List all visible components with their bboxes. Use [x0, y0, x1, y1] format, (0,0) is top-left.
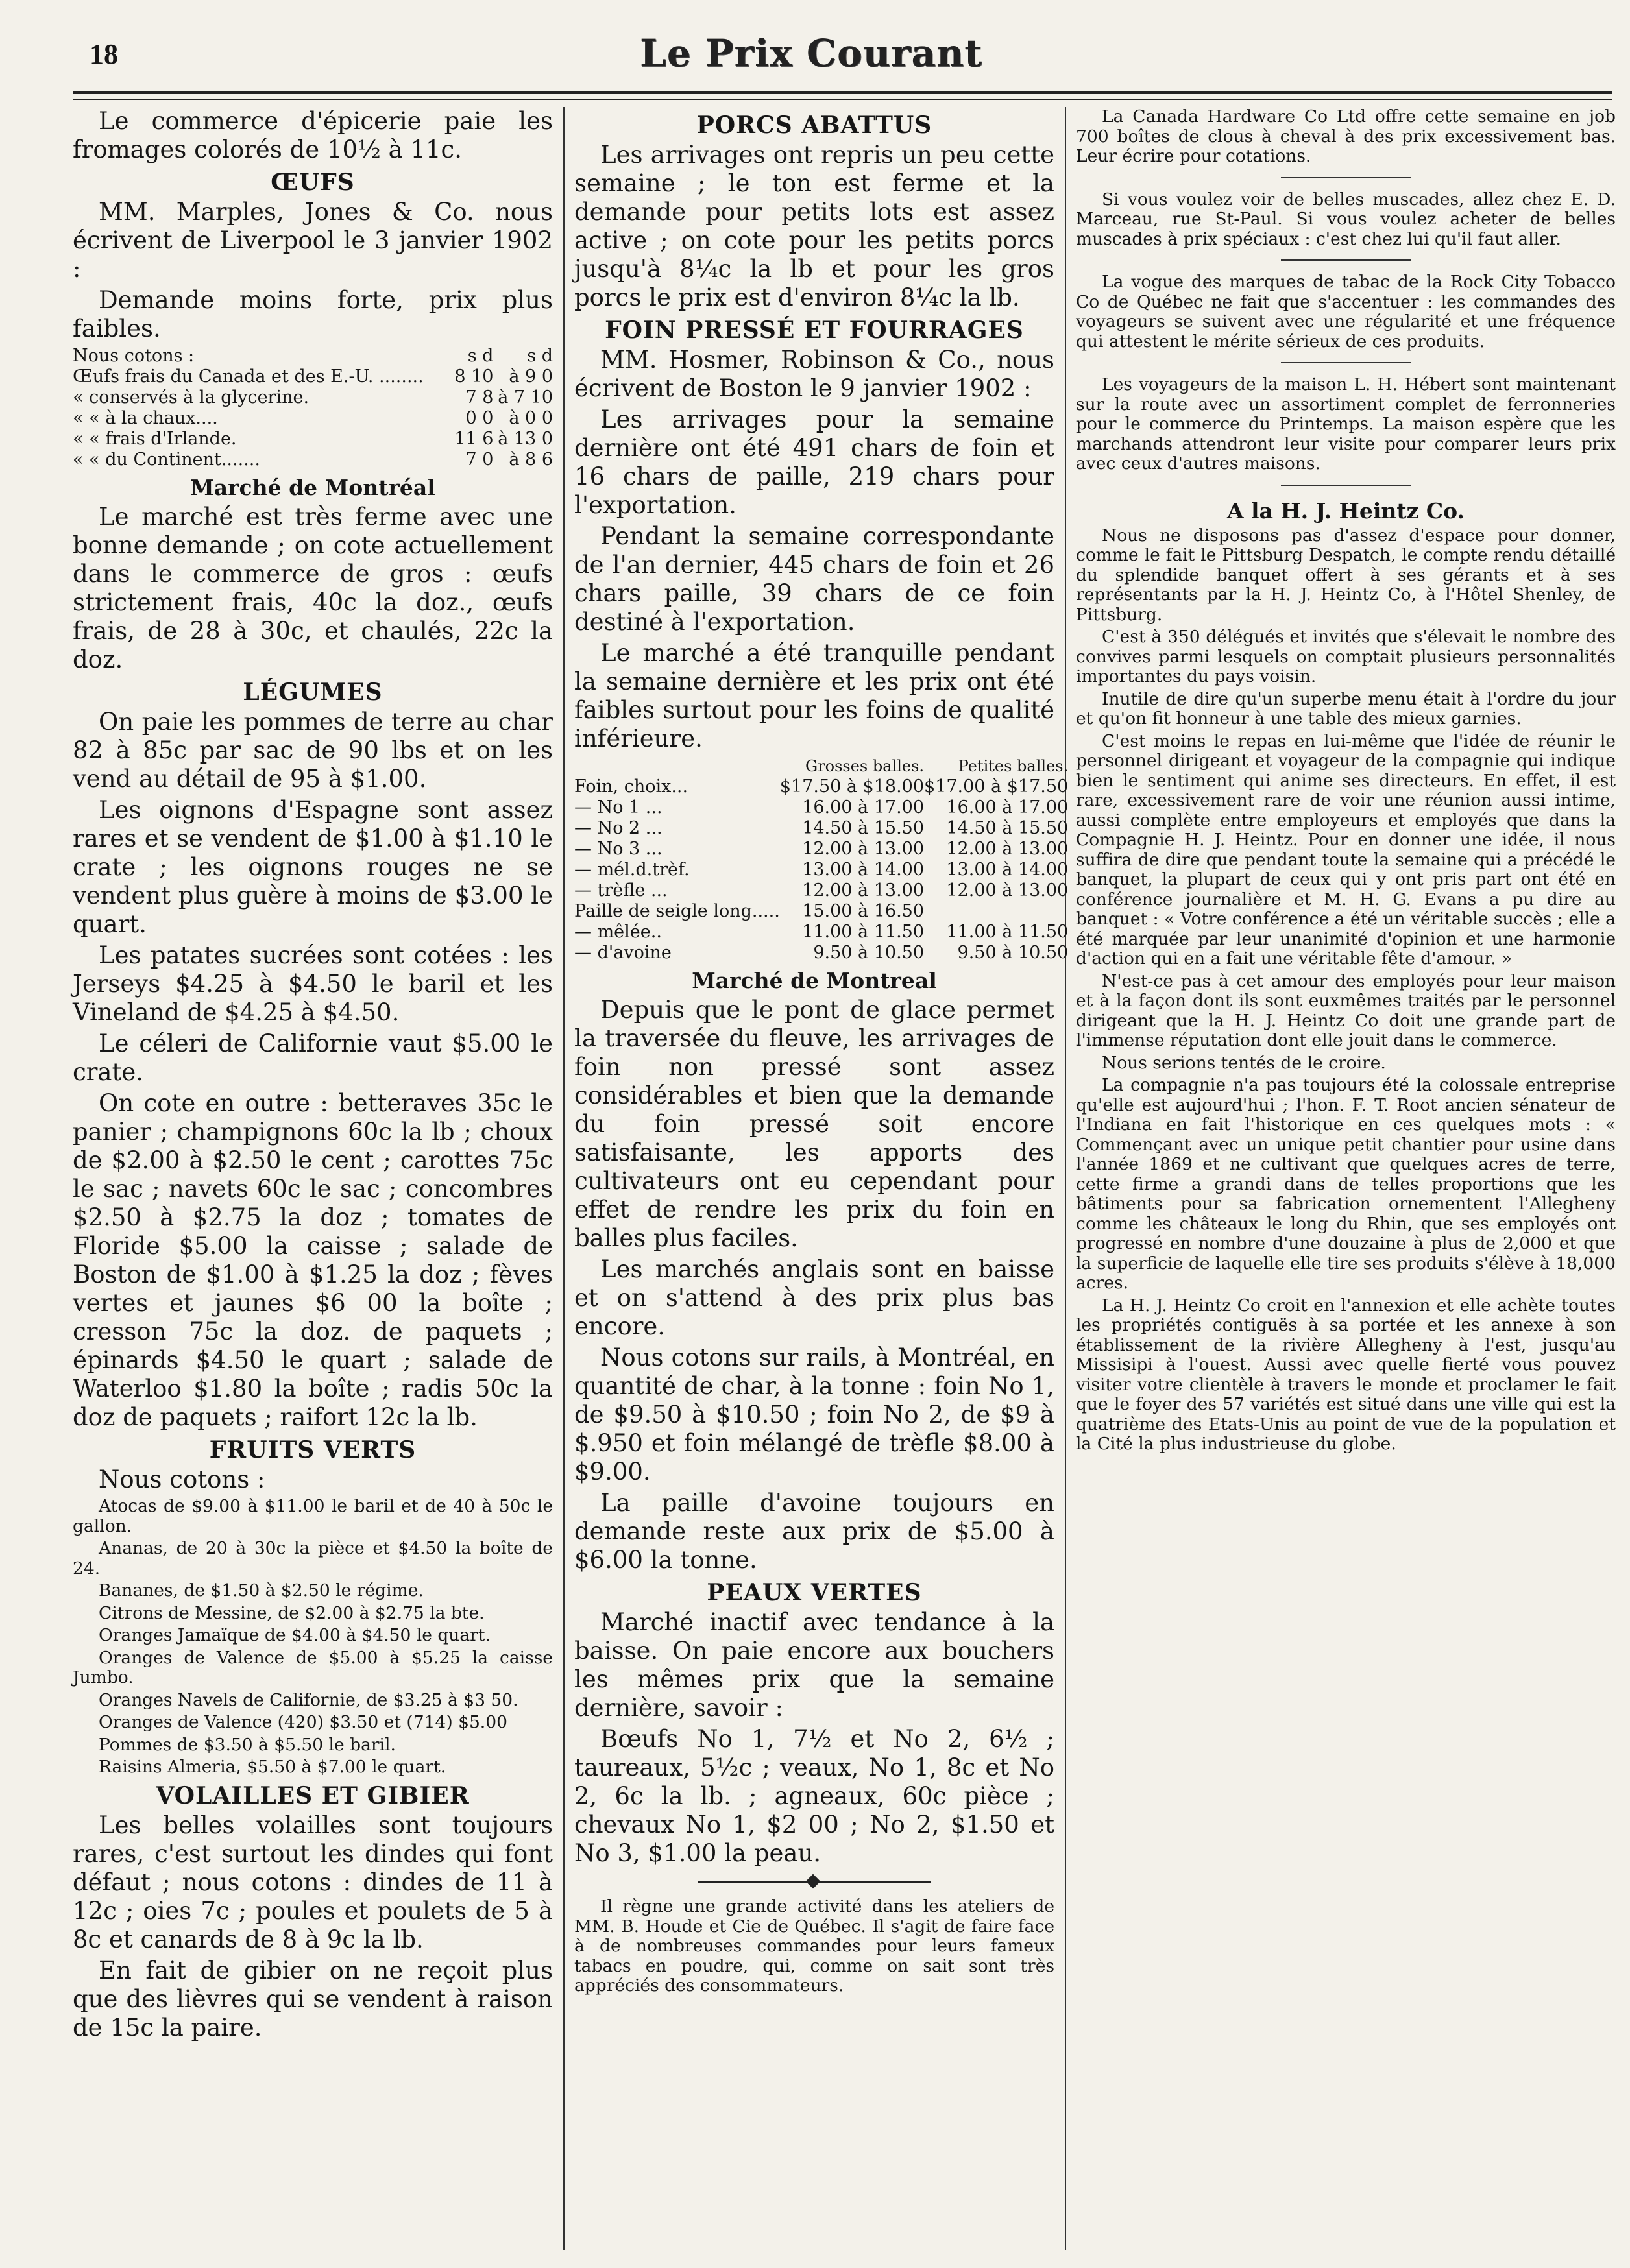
masthead-logo: Le Prix Courant — [640, 31, 982, 75]
table-cell: à 9 0 — [509, 367, 553, 387]
paragraph: Le commerce d'épicerie paie les fromages colorés de 10½ à 11c. — [73, 107, 553, 163]
fruit-price-item: Oranges Navels de Californie, de $3.25 à $3 50. — [99, 1689, 518, 1710]
page-number: 18 — [90, 38, 118, 70]
table-header-row — [73, 346, 553, 367]
table-row — [574, 860, 1068, 880]
fruit-price-item: Oranges de Valence (420) $3.50 et (714) $5.00 — [99, 1712, 507, 1732]
table-cell: à 13 0 — [498, 429, 553, 449]
table-cell: 13.00 à 14.00 — [802, 860, 925, 880]
fruit-price-item: Atocas de $9.00 à $11.00 le baril et de 40 à 50c le gallon. — [73, 1496, 553, 1536]
table-cell: 11.00 à 11.50 — [946, 922, 1069, 942]
paragraph: Le céleri de Californie vaut $5.00 le crate. — [73, 1030, 553, 1086]
table-cell: 7 8 — [465, 387, 494, 407]
section-heading-marche-montreal: Marché de Montreal — [692, 968, 937, 993]
table-row — [73, 367, 553, 387]
hay-price-table — [574, 756, 1068, 963]
fruit-price-item: Ananas, de 20 à 30c la pièce et $4.50 la boîte de 24. — [73, 1538, 553, 1578]
table-row — [73, 450, 553, 470]
fruit-price-item: Citrons de Messine, de $2.00 à $2.75 la bte. — [99, 1602, 485, 1623]
table-cell: Nous cotons : — [73, 346, 195, 366]
paragraph: Le marché a été tranquille pendant la semaine dernière et les prix ont été faibles surtout pour les foins de qualité inférieure. — [574, 639, 1054, 753]
header-rule-thin — [73, 99, 1612, 100]
column-1 — [73, 107, 553, 2250]
column-rule — [563, 107, 565, 2250]
table-cell: $17.00 à $17.50 — [924, 777, 1069, 797]
paragraph: Les patates sucrées sont cotées : les Jerseys $4.25 à $4.50 le baril et les Vineland de $4.25 à $4.50. — [73, 941, 553, 1026]
paragraph: Les oignons d'Espagne sont assez rares et se vendent de $1.00 à $1.10 le crate ; les oignons rouges ne se vendent plus guère à moins de $3.00 le quart. — [73, 796, 553, 938]
fruit-price-item: Pommes de $3.50 à $5.50 le baril. — [99, 1734, 396, 1755]
table-row — [574, 797, 1068, 818]
table-cell: — d'avoine — [574, 943, 672, 963]
table-cell: 7 0 — [465, 450, 494, 470]
table-cell: — No 3 ... — [574, 839, 663, 859]
paragraph: Si vous voulez voir de belles muscades, allez chez E. D. Marceau, rue St-Paul. Si vous voulez acheter de belles muscades à prix spéciaux : c'est chez lui qu'il faut aller. — [1076, 189, 1616, 249]
paragraph: On cote en outre : betteraves 35c le panier ; champignons 60c la lb ; choux de $2.00 à $2.50 le cent ; carottes 75c le sac ; navets 60c le sac ; concombres $2.50 à $2.75 la doz ; tomates de Floride $5.00 la caisse ; salade de Boston de $1.00 à $1.25 la doz ; fèves vertes et jaunes $6 00 la boîte ; cresson 75c la doz. de paquets ; épinards $4.50 le quart ; salade de Waterloo $1.80 la boîte ; radis 50c la doz de paquets ; raifort 12c la lb. — [73, 1089, 553, 1431]
table-row — [73, 429, 553, 450]
paragraph: La compagnie n'a pas toujours été la colossale entreprise qu'elle est aujourd'hui ; l'hon. F. T. Root ancien sénateur de l'Indiana en fait l'historique en ces quelques mots : « Commençant avec un unique petit chantier pour usine dans l'année 1869 et ne cultivant que quelques acres de terre, cette firme a grandi dans de telles proportions que les bâtiments pour sa fabrication ornementent l'Allegheny comme les châteaux le long du Rhin, que ses employés ont progressé en nombre d'une douzaine à plus de 2,000 et que la superficie de laquelle elle tire ses produits s'élève à 18,000 acres. — [1076, 1075, 1616, 1293]
table-cell: 12.00 à 13.00 — [802, 880, 925, 900]
paragraph: Les arrivages pour la semaine dernière ont été 491 chars de foin et 16 chars de paille, 219 chars pour l'exportation. — [574, 405, 1054, 519]
table-cell: — No 2 ... — [574, 818, 663, 838]
divider — [1281, 485, 1411, 486]
paragraph: La Canada Hardware Co Ltd offre cette semaine en job 700 boîtes de clous à cheval à des prix excessivement bas. Leur écrire pour cotations. — [1076, 106, 1616, 166]
ornamental-separator — [698, 1881, 931, 1885]
table-cell: Petites balles. — [958, 757, 1069, 775]
section-heading-porcs: PORCS ABATTUS — [696, 112, 932, 139]
paragraph: Les belles volailles sont toujours rares, c'est surtout les dindes qui font défaut ; nous cotons : dindes de 11 à 12c ; oies 7c ; poules et poulets de 5 à 8c et canards de 8 à 9c la lb. — [73, 1811, 553, 1953]
section-heading-legumes: LÉGUMES — [243, 679, 383, 706]
paragraph: Depuis que le pont de glace permet la traversée du fleuve, les arrivages de foin non pressé sont assez considérables et bien que la demande du foin pressé soit encore satisfaisante, les apports des cultivateurs ont eu cependant pour effet de rendre les prix du foin en balles plus faciles. — [574, 996, 1054, 1252]
paragraph: Nous serions tentés de le croire. — [1102, 1052, 1386, 1073]
paragraph: Les marchés anglais sont en baisse et on s'attend à des prix plus bas encore. — [574, 1255, 1054, 1340]
paragraph: N'est-ce pas à cet amour des employés pour leur maison et à la façon dont ils sont euxmêmes traités par le personnel dirigeant que la H. J. Heintz Co doit une grande part de l'immense réputation dont elle jouit dans le commerce. — [1076, 971, 1616, 1050]
table-cell: Grosses balles. — [805, 757, 925, 775]
table-cell: 8 10 — [454, 367, 494, 387]
paragraph: Bœufs No 1, 7½ et No 2, 6½ ; taureaux, 5½c ; veaux, No 1, 8c et No 2, 6c la lb. ; agneaux, 60c pièce ; chevaux No 1, $2 00 ; No 2, $1.50 et No 3, $1.00 la peau. — [574, 1725, 1054, 1867]
table-row — [574, 943, 1068, 963]
divider — [1281, 177, 1411, 178]
paragraph: C'est moins le repas en lui-même que l'idée de réunir le personnel dirigeant et voyageur de la compagnie qui indique bien le sentiment qui anime ses directeurs. En effet, il est rare, excessivement rare de voir une réunion aussi intime, aussi complète entre employeurs et employés que dans la Compagnie H. J. Heintz. Pour en donner une idée, il nous suffira de dire que pendant toute la semaine qui a précédé le banquet, la plupart de ceux qui y ont pris part ont été en conférence journalière et M. H. G. Evans a pu dire au banquet : « Votre conférence a été un véritable succès ; elle a été marquée par leur unanimité d'opinion et une harmonie d'action qui en a fait une véritable fête d'amour. » — [1076, 730, 1616, 969]
table-cell: Paille de seigle long..... — [574, 901, 780, 921]
table-cell: 11.00 à 11.50 — [802, 922, 925, 942]
table-row — [73, 408, 553, 429]
paragraph: La vogue des marques de tabac de la Rock City Tobacco Co de Québec ne fait que s'accentuer : les commandes des voyageurs se suivent avec une régularité et une fréquence qui attestent le mérite sérieux de ces produits. — [1076, 272, 1616, 352]
table-cell: — mêlée.. — [574, 922, 662, 942]
paragraph: Il règne une grande activité dans les ateliers de MM. B. Houde et Cie de Québec. Il s'agit de faire face à de nombreuses commandes pour leurs fameux tabacs en poudre, qui, comme on sait sont très appréciés des consommateurs. — [574, 1896, 1054, 1996]
divider — [1281, 362, 1411, 363]
table-row — [574, 880, 1068, 901]
table-cell — [924, 901, 1068, 922]
table-row — [574, 922, 1068, 943]
table-cell: s d — [527, 346, 553, 366]
table-cell: « « du Continent....... — [73, 450, 260, 470]
table-cell: — trèfle ... — [574, 880, 668, 900]
paragraph: MM. Hosmer, Robinson & Co., nous écrivent de Boston le 9 janvier 1902 : — [574, 346, 1054, 402]
paragraph: Inutile de dire qu'un superbe menu était à l'ordre du jour et qu'on fit honneur à une table des mieux garnies. — [1076, 688, 1616, 729]
table-cell: à 0 0 — [509, 408, 553, 428]
fruit-price-item: Raisins Almeria, $5.50 à $7.00 le quart. — [99, 1757, 446, 1777]
paragraph: Les voyageurs de la maison L. H. Hébert sont maintenant sur la route avec un assortiment complet de ferronneries pour le commerce du Printemps. La maison espère que les marchands attendront leur visite pour comparer leurs prix avec ceux d'autres maisons. — [1076, 374, 1616, 474]
column-2 — [574, 107, 1069, 2250]
table-row — [574, 901, 1068, 922]
table-cell — [574, 756, 780, 777]
table-cell: 12.00 à 13.00 — [802, 839, 925, 859]
table-cell: 0 0 — [465, 408, 494, 428]
table-cell: « « frais d'Irlande. — [73, 429, 237, 449]
paragraph: Demande moins forte, prix plus faibles. — [73, 286, 553, 343]
table-cell: Foin, choix... — [574, 777, 688, 797]
fruit-price-item: Bananes, de $1.50 à $2.50 le régime. — [99, 1580, 424, 1600]
table-row — [574, 818, 1068, 839]
table-cell: 9.50 à 10.50 — [813, 943, 925, 963]
section-heading-heintz: A la H. J. Heintz Co. — [1226, 498, 1465, 524]
section-heading-volailles: VOLAILLES ET GIBIER — [156, 1781, 470, 1809]
header-rule-thick — [73, 91, 1612, 94]
section-heading-marche-montreal: Marché de Montréal — [190, 475, 435, 500]
table-cell: — No 1 ... — [574, 797, 663, 817]
table-cell: à 8 6 — [509, 450, 553, 470]
column-3 — [1076, 107, 1616, 2250]
table-cell: 16.00 à 17.00 — [946, 797, 1069, 817]
paragraph: En fait de gibier on ne reçoit plus que des lièvres qui se vendent à raison de 15c la paire. — [73, 1956, 553, 2042]
table-row — [574, 839, 1068, 860]
paragraph: Nous cotons : — [99, 1466, 265, 1493]
paragraph: La H. J. Heintz Co croit en l'annexion et elle achète toutes les propriétés contiguës à sa portée et les annexe à son établissement de la rivière Allegheny à l'est, jusqu'au Missisipi à l'ouest. Aussi avec quelle fierté vous pouvez visiter votre clientèle à travers le monde et proclamer le fait que le foyer des 57 variétés est situé dans une ville qui est la quatrième des Etats-Unis au point de vue de la population et la Cité la plus industrieuse du globe. — [1076, 1295, 1616, 1454]
diamond-ornament-icon — [806, 1874, 821, 1889]
table-cell: 14.50 à 15.50 — [802, 818, 925, 838]
table-cell: $17.50 à $18.00 — [779, 777, 925, 797]
table-cell: 9.50 à 10.50 — [957, 943, 1069, 963]
paragraph: Marché inactif avec tendance à la baisse. On paie encore aux bouchers les mêmes prix que la semaine dernière, savoir : — [574, 1608, 1054, 1722]
table-row — [574, 777, 1068, 797]
section-heading-fruits: FRUITS VERTS — [209, 1436, 417, 1464]
table-row — [73, 387, 553, 408]
section-heading-peaux: PEAUX VERTES — [707, 1579, 922, 1606]
table-cell: Œufs frais du Canada et des E.-U. ........ — [73, 367, 424, 387]
table-cell: s d — [467, 346, 494, 366]
paragraph: La paille d'avoine toujours en demande reste aux prix de $5.00 à $6.00 la tonne. — [574, 1489, 1054, 1574]
paragraph: Le marché est très ferme avec une bonne demande ; on cote actuellement dans le commerce de gros : œufs strictement frais, 40c la doz., œufs frais, de 28 à 30c, et chaulés, 22c la doz. — [73, 503, 553, 673]
table-cell: « « à la chaux.... — [73, 408, 218, 428]
column-rule — [1065, 107, 1066, 2250]
fruit-price-item: Oranges Jamaïque de $4.00 à $4.50 le quart. — [99, 1625, 491, 1645]
table-cell: 14.50 à 15.50 — [946, 818, 1069, 838]
paragraph: Pendant la semaine correspondante de l'an dernier, 445 chars de foin et 26 chars paille, 39 chars de ce foin destiné à l'exportation. — [574, 522, 1054, 636]
table-cell: 13.00 à 14.00 — [946, 860, 1069, 880]
table-cell: 12.00 à 13.00 — [946, 880, 1069, 900]
table-cell: 16.00 à 17.00 — [802, 797, 925, 817]
paragraph: Nous ne disposons pas d'assez d'espace pour donner, comme le fait le Pittsburg Despatch, le compte rendu détaillé du splendide banquet offert à ses gérants et à ses représentants par la H. J. Heintz Co, à l'Hôtel Shenley, de Pittsburg. — [1076, 525, 1616, 625]
table-cell: 12.00 à 13.00 — [946, 839, 1069, 859]
divider — [1281, 259, 1411, 261]
paragraph: C'est à 350 délégués et invités que s'élevait le nombre des convives parmi lesquels on comptait plusieurs personnalités importantes du pays voisin. — [1076, 627, 1616, 686]
table-header-row — [574, 756, 1068, 777]
paragraph: Nous cotons sur rails, à Montréal, en quantité de char, à la tonne : foin No 1, de $9.50 à $10.50 ; foin No 2, de $9 à $.950 et foin mélangé de trèfle $8.00 à $9.00. — [574, 1344, 1054, 1486]
table-cell: 11 6 — [454, 429, 494, 449]
section-heading-foin: FOIN PRESSÉ ET FOURRAGES — [605, 317, 1024, 344]
paragraph: On paie les pommes de terre au char 82 à 85c par sac de 90 lbs et on les vend au détail de 95 à $1.00. — [73, 708, 553, 793]
section-heading-oeufs: ŒUFS — [271, 169, 355, 196]
table-cell: à 7 10 — [498, 387, 553, 407]
fruit-price-item: Oranges de Valence de $5.00 à $5.25 la caisse Jumbo. — [73, 1647, 553, 1687]
table-cell: « conservés à la glycerine. — [73, 387, 310, 407]
paragraph: Les arrivages ont repris un peu cette semaine ; le ton est ferme et la demande pour petits lots est assez active ; on cote pour les petits porcs jusqu'à 8¼c la lb et pour les gros porcs le prix est d'environ 8¼c la lb. — [574, 141, 1054, 311]
table-cell: — mél.d.trèf. — [574, 860, 690, 880]
eggs-price-table — [73, 346, 553, 470]
paragraph: MM. Marples, Jones & Co. nous écrivent de Liverpool le 3 janvier 1902 : — [73, 198, 553, 283]
table-cell: 15.00 à 16.50 — [802, 901, 925, 921]
